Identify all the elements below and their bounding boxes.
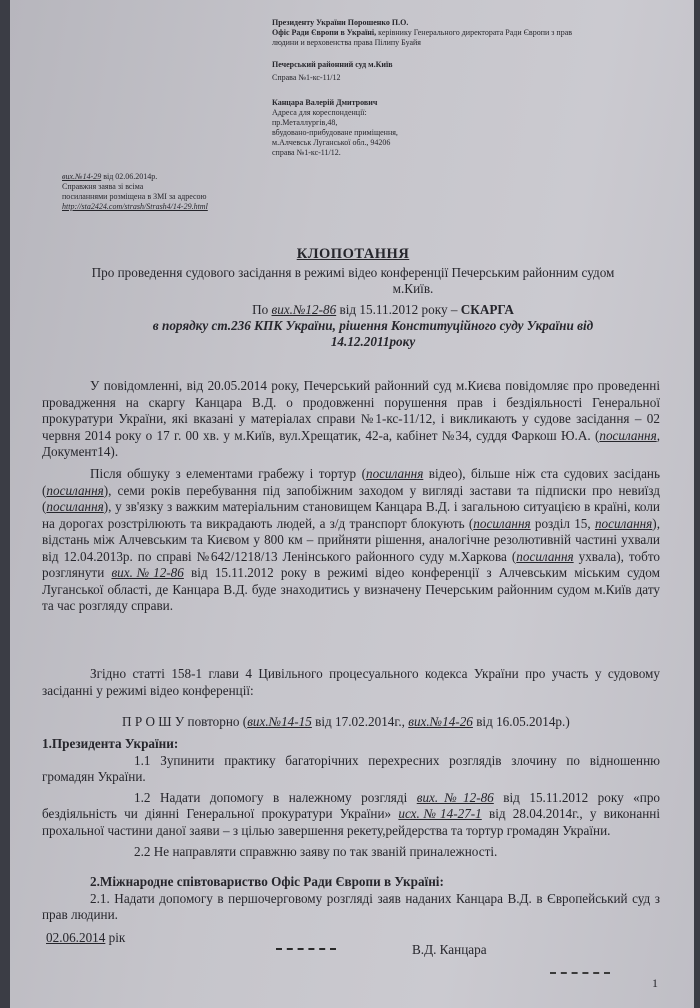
section-item: 1.2 Надати допомогу в належному розгляді вих.№12-86 від 15.11.2012 року «про бездіяльність чи діянні Генеральної прокуратури України» исх.№14-27-1 від 28.04.2014г., у виконанні прохальної частини даної заяви – з цілью завершення рекету,рейдерства та тортур громадян України. bbox=[42, 789, 661, 838]
court-case: Справа №1-кс-11/12 bbox=[272, 73, 341, 82]
addressee-president: Президенту України Порошенко П.О. bbox=[272, 18, 409, 27]
sender-address-street: пр.Металлургів,48, bbox=[272, 118, 338, 127]
section-ref-link[interactable]: вих.№12-86 bbox=[416, 789, 494, 805]
request-ref-link-2[interactable]: вих.№14-26 bbox=[408, 714, 473, 729]
sender-address-city: м.Алчевськ Луганської обл., 94206 bbox=[272, 138, 391, 147]
reference-block bbox=[62, 172, 322, 212]
footer-mark bbox=[550, 972, 610, 976]
paragraph-link[interactable]: посилання bbox=[46, 482, 104, 498]
document-page bbox=[10, 0, 694, 1008]
title-block bbox=[40, 246, 666, 350]
paragraph-ref-link[interactable]: вих.№12-86 bbox=[111, 565, 184, 580]
paragraph-circumstances: Після обшуку з елементами грабежу і тортур (посилання відео), більше ніж ста судових засідань (посилання), семи років перебування під запобіжним заходом у вигляді застави та підписки про невиїзд (посилання), у зв'язку з важким матеріальним становищем Канцара В.Д. і загальною ситуацією в країні, коли на дорогах розстрілюють та викрадають людей, а з/д транспорт блокують (посилання розділ 15, посилання), відстань між Алчевським та Києвом у 800 км – прийняти рішення, аналогічне резолютивній частині ухвали від 12.04.2013р. по справі №642/1218/13 Ленінського районного суду м.Харкова (посилання ухвала), тобто розглянути вих.№12-86 від 15.11.2012 року в режимі відео конференції з Алчевським міським судом Луганської області, де Канцара В.Д. буде знаходитись у визначену Печерським районним судом м.Київ дату та час розгляду справи. bbox=[42, 466, 660, 613]
addressee-block bbox=[272, 18, 692, 48]
court-block bbox=[272, 60, 572, 83]
section-heading: 2.Міжнародне співтовариство Офіс Ради Європи в Україні: bbox=[90, 874, 444, 889]
signature-mark bbox=[276, 948, 336, 952]
paragraph-link[interactable]: посилання bbox=[365, 466, 424, 481]
footer-date: 02.06.2014 рік bbox=[46, 930, 126, 945]
title-subject: Про проведення судового засідання в режимі відео конференції Печерським районним судом bbox=[91, 265, 615, 280]
paragraph-link[interactable]: посилання bbox=[516, 548, 574, 564]
reference-link[interactable]: вих.№14-29 bbox=[62, 172, 102, 181]
sender-address-label: Адреса для кореспонденції: bbox=[272, 108, 367, 117]
title-subject-city: м.Київ. bbox=[392, 281, 434, 296]
court-name: Печерський районний суд м.Київ bbox=[272, 60, 393, 69]
paragraph-notification: У повідомленні, від 20.05.2014 року, Печерський районний суд м.Києва повідомляє про проведенні провадження на скаргу Канцара В.Д. о продовженні порушення прав і бездіяльності Генеральної прокуратури України, які вказані у матеріалах справи №1-кс-11/12, і викликають у судове засідання – 02 червня 2014 року о 17 г. 00 хв. у м.Київ, вул.Хрещатик, 42-а, кабінет №34, суддя Фаркош Ю.А. (посилання, Документ14). bbox=[42, 378, 660, 459]
section-council-of-europe bbox=[42, 874, 660, 924]
section-item: 1.1 Зупинити практику багаторічних перехресних розглядів злочину по відношенню громадян України. bbox=[42, 752, 660, 784]
section-ref-link[interactable]: исх.№14-27-1 bbox=[398, 806, 482, 821]
reference-note-2: посиланнями розміщена в ЗМІ за адресою bbox=[62, 192, 207, 201]
section-item: 2.2 Не направляти справжню заяву по так званій приналежності. bbox=[134, 844, 498, 859]
sender-address-premises: вбудовано-прибудоване приміщення, bbox=[272, 128, 398, 137]
title-basis-line1: в порядку ст.236 КПК України, рішення Конституційного суду України від bbox=[152, 318, 594, 333]
title-complaint-line: По вих.№12-86 від 15.11.2012 року – СКАРГА bbox=[252, 302, 514, 317]
paragraph-link[interactable]: посилання bbox=[473, 515, 531, 531]
section-item: 2.1. Надати допомогу в першочерговому розгляді заяв наданих Канцара В.Д. в Європейський суд з прав людини. bbox=[42, 890, 660, 922]
addressee-council-line2: людини и верховенства права Пілипу Буайя bbox=[272, 38, 421, 47]
document-title: КЛОПОТАННЯ bbox=[296, 246, 410, 262]
addressee-council-line: Офіс Ради Європи в Україні, керівнику Генерального директората Ради Європи з прав bbox=[272, 28, 573, 37]
paragraph-link[interactable]: посилання bbox=[599, 427, 657, 443]
section-heading: 1.Президента України: bbox=[42, 736, 179, 751]
section-president bbox=[42, 736, 660, 861]
title-basis-line2: 14.12.2011року bbox=[330, 334, 416, 349]
reference-url-link[interactable]: http://sta2424.com/strash/Strash4/14-29.html bbox=[62, 202, 208, 211]
request-line: П Р О Ш У повторно (вих.№14-15 від 17.02.2014г., вих.№14-26 від 16.05.2014р.) bbox=[122, 714, 570, 729]
sender-block bbox=[272, 98, 572, 158]
sender-name: Канцара Валерій Дмитрович bbox=[272, 98, 378, 107]
reference-line: вих.№14-29 від 02.06.2014р. bbox=[62, 172, 158, 181]
signature-name: В.Д. Канцара bbox=[412, 942, 487, 957]
paragraph-legal-basis: Згідно статті 158-1 глави 4 Цивільного процесуального кодекса України про участь у судовому засіданні у режимі відео конференції: bbox=[42, 666, 660, 698]
complaint-ref-link[interactable]: вих.№12-86 bbox=[271, 302, 337, 317]
paragraph-link[interactable]: посилання bbox=[594, 515, 653, 531]
paragraph-link[interactable]: посилання bbox=[46, 499, 104, 514]
sender-case: справа №1-кс-11/12. bbox=[272, 148, 341, 157]
page-number: 1 bbox=[652, 976, 658, 990]
request-ref-link-1[interactable]: вих.№14-15 bbox=[247, 714, 312, 729]
reference-note-1: Справжня заява зі всіма bbox=[62, 182, 144, 191]
